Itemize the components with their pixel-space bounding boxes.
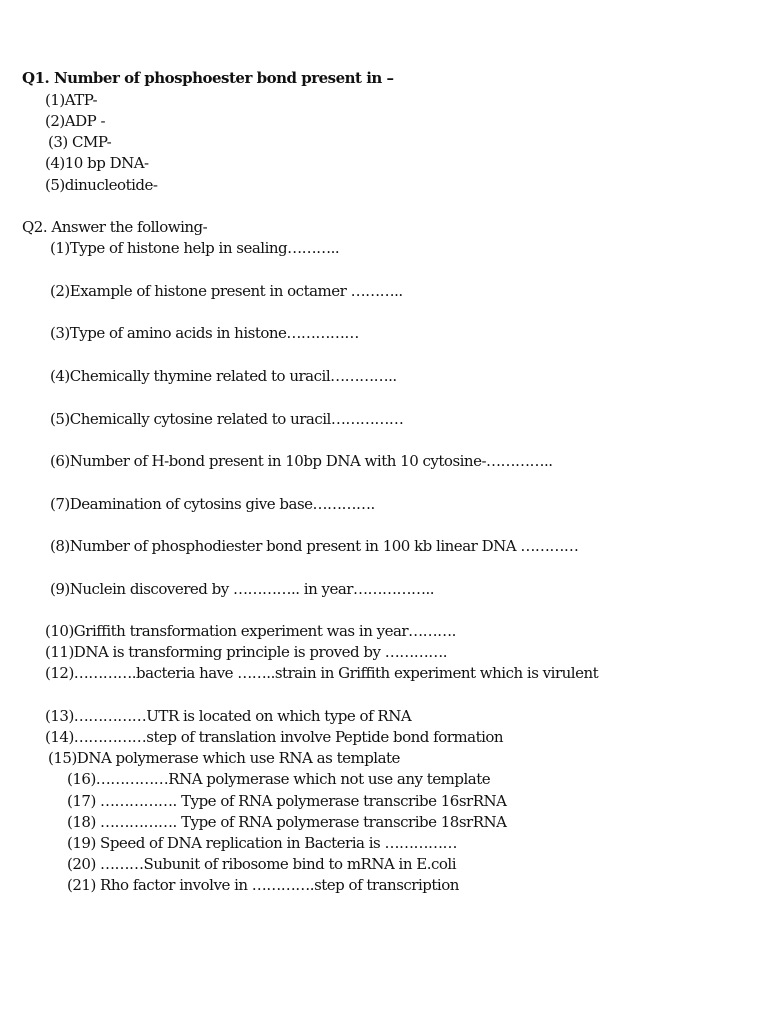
q1-heading: Q1. Number of phosphoester bond present in – bbox=[22, 69, 394, 87]
q2-item-10: (10)Griffith transformation experiment was in year………. bbox=[45, 622, 456, 640]
q2-item-18: (18) ……………. Type of RNA polymerase transcribe 18srRNA bbox=[67, 813, 507, 831]
q1-item-4: (4)10 bp DNA- bbox=[45, 154, 149, 172]
q2-item-8: (8)Number of phosphodiester bond present in 100 kb linear DNA ………… bbox=[50, 537, 579, 555]
q2-item-17: (17) ……………. Type of RNA polymerase transcribe 16srRNA bbox=[67, 792, 507, 810]
q2-item-3: (3)Type of amino acids in histone…………… bbox=[50, 324, 359, 342]
q2-item-2: (2)Example of histone present in octamer ……….. bbox=[50, 282, 403, 300]
q2-item-12: (12)………….bacteria have ……..strain in Griffith experiment which is virulent bbox=[45, 664, 599, 682]
q1-item-5: (5)dinucleotide- bbox=[45, 176, 158, 194]
q2-item-20: (20) ………Subunit of ribosome bind to mRNA in E.coli bbox=[67, 855, 457, 873]
q2-item-16: (16)……………RNA polymerase which not use any template bbox=[67, 770, 491, 788]
q2-item-13: (13)……………UTR is located on which type of RNA bbox=[45, 707, 412, 725]
q2-item-14: (14)……………step of translation involve Peptide bond formation bbox=[45, 728, 504, 746]
q2-item-7: (7)Deamination of cytosins give base…………. bbox=[50, 495, 375, 513]
q2-item-1: (1)Type of histone help in sealing……….. bbox=[50, 239, 340, 257]
q2-item-5: (5)Chemically cytosine related to uracil…………… bbox=[50, 410, 404, 428]
q2-item-11: (11)DNA is transforming principle is proved by …………. bbox=[45, 643, 447, 661]
q1-item-2: (2)ADP - bbox=[45, 112, 106, 130]
q2-item-19: (19) Speed of DNA replication in Bacteria is …………… bbox=[67, 834, 457, 852]
q1-item-1: (1)ATP- bbox=[45, 91, 98, 109]
q2-item-9: (9)Nuclein discovered by ………….. in year…………….. bbox=[50, 580, 435, 598]
q2-item-6: (6)Number of H-bond present in 10bp DNA with 10 cytosine-………….. bbox=[50, 452, 553, 470]
q2-item-4: (4)Chemically thymine related to uracil………….. bbox=[50, 367, 397, 385]
q2-heading: Q2. Answer the following- bbox=[22, 218, 208, 236]
q2-item-21: (21) Rho factor involve in ………….step of transcription bbox=[67, 876, 459, 894]
q2-item-15: (15)DNA polymerase which use RNA as template bbox=[48, 749, 400, 767]
q1-item-3: (3) CMP- bbox=[48, 133, 112, 151]
